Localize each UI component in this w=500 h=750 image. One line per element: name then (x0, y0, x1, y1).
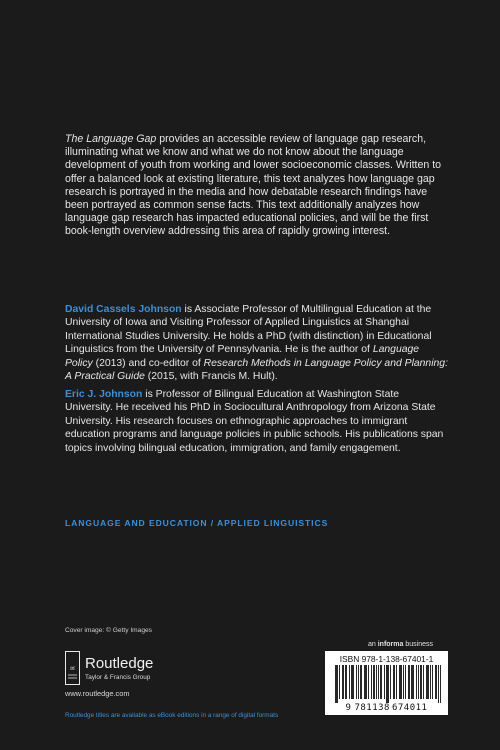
barcode-bar (358, 665, 359, 699)
isbn-label: ISBN 978-1-138-67401-1 (339, 654, 434, 664)
svg-text:R: R (70, 665, 77, 671)
author-name-1: David Cassels Johnson (65, 304, 182, 315)
book-description (65, 133, 447, 239)
barcode-bar (356, 665, 357, 699)
barcode-bar (376, 665, 377, 699)
barcode-bar (393, 665, 394, 699)
barcode-bar (343, 665, 344, 699)
barcode-bar (337, 665, 338, 703)
isbn-barcode (325, 651, 448, 715)
barcode-bars (335, 665, 441, 703)
cover-image-credit: Cover image: © Getty Images (65, 627, 152, 634)
barcode-bar (352, 665, 353, 699)
barcode-bar (342, 665, 343, 699)
barcode-bar (390, 665, 391, 699)
publisher-website[interactable]: www.routledge.com (65, 689, 130, 698)
barcode-bar (384, 665, 385, 699)
barcode-bar (409, 665, 410, 699)
author-name-2: Eric J. Johnson (65, 389, 143, 400)
barcode-bar (426, 665, 427, 699)
bio-1-book-1: Language Policy (65, 344, 420, 369)
barcode-bar (346, 665, 347, 699)
barcode-bar (396, 665, 397, 699)
barcode-bar (427, 665, 428, 699)
barcode-bar (400, 665, 401, 699)
barcode-bar (378, 665, 379, 699)
barcode-digit-group-1: 781138 (354, 703, 390, 713)
barcode-bar (411, 665, 412, 699)
bio-1-text-b: (2013) and co-editor of (92, 357, 204, 369)
barcode-bar (432, 665, 433, 699)
book-title: The Language Gap (65, 133, 157, 145)
barcode-bar (418, 665, 419, 699)
barcode-lead-digit: 9 (345, 703, 352, 713)
barcode-bar (345, 665, 346, 699)
barcode-bar (428, 665, 429, 699)
author-bio-2 (65, 388, 449, 455)
informa-suffix: business (403, 641, 433, 648)
bio-1-book-2: Research Methods in Language Policy and Planning: A Practical Guide (65, 357, 448, 383)
barcode-bar (403, 665, 404, 699)
barcode-bar (381, 665, 382, 699)
barcode-bar (420, 665, 421, 699)
barcode-bar (336, 665, 337, 703)
publisher-name: Routledge (85, 654, 154, 672)
barcode-bar (436, 665, 437, 699)
barcode-bar (430, 665, 431, 699)
barcode-bar (360, 665, 361, 699)
publisher-subtitle: Taylor & Francis Group (85, 673, 151, 681)
barcode-bar (364, 665, 365, 699)
barcode-bar (361, 665, 362, 699)
barcode-bar (374, 665, 375, 699)
barcode-bar (399, 665, 400, 699)
barcode-bar (371, 665, 372, 699)
barcode-bar (438, 665, 439, 703)
informa-prefix: an (368, 641, 378, 648)
author-bio-1 (65, 303, 449, 383)
informa-brand: informa (377, 641, 404, 648)
barcode-bar (365, 665, 366, 699)
barcode-bar (351, 665, 352, 699)
bio-2-text: is Professor of Bilingual Education at Washington State University. He received his PhD in Sociocultural Anthropology from Arizona State University. His research focuses on ethnographic approaches to immigrant education programs and language policies in public schools. His publications span topics involving bilingual education, immigration, and family engagement. (65, 389, 444, 454)
bio-1-text-c: (2015, with Francis M. Hult). (144, 371, 278, 383)
bio-1-text-a: is Associate Professor of Multilingual Education at the University of Iowa and Visiting Professor of Applied Linguistics at Shanghai International Studies University. He holds a PhD (with distinction) in Educational Linguistics from the University of Pennsylvania. He is the author of (65, 304, 432, 356)
barcode-bar (368, 665, 369, 699)
barcode-bar (401, 665, 402, 699)
barcode-digits (325, 703, 448, 713)
barcode-bar (335, 665, 336, 703)
barcode-bar (421, 665, 422, 699)
barcode-bar (387, 665, 388, 703)
barcode-bar (405, 665, 406, 699)
barcode-bar (373, 665, 374, 699)
barcode-bar (386, 665, 387, 703)
publisher-block (65, 651, 153, 685)
routledge-logo-icon (65, 651, 80, 685)
barcode-bar (349, 665, 350, 699)
barcode-bar (412, 665, 413, 699)
barcode-bar (435, 665, 436, 699)
barcode-bar (380, 665, 381, 699)
barcode-bar (440, 665, 441, 703)
barcode-bar (339, 665, 340, 699)
barcode-digit-group-2: 674011 (391, 703, 428, 713)
barcode-bar (366, 665, 367, 699)
informa-tagline (368, 641, 433, 648)
description-text: provides an accessible review of language gap research, illuminating what we know and what we do not know about the language development of youth from working and lower socioeconomic classes. Written to offer a balanced look at existing literature, this text analyzes how language gap research is portrayed in the media and how debatable research findings have been portrayed as common sense facts. This text additionally analyzes how language gap research has impacted educational policies, and will be the first book-length overview addressing this area of rapidly growing interest. (65, 133, 442, 238)
barcode-bar (388, 665, 389, 703)
barcode-bar (394, 665, 395, 699)
barcode-bar (413, 665, 414, 699)
barcode-bar (416, 665, 417, 699)
barcode-bar (353, 665, 354, 699)
barcode-bar (408, 665, 409, 699)
ebook-note: Routledge titles are available as eBook editions in a range of digital formats (65, 712, 279, 719)
barcode-bar (423, 665, 424, 699)
subject-category: LANGUAGE AND EDUCATION / APPLIED LINGUISTICS (65, 518, 329, 528)
